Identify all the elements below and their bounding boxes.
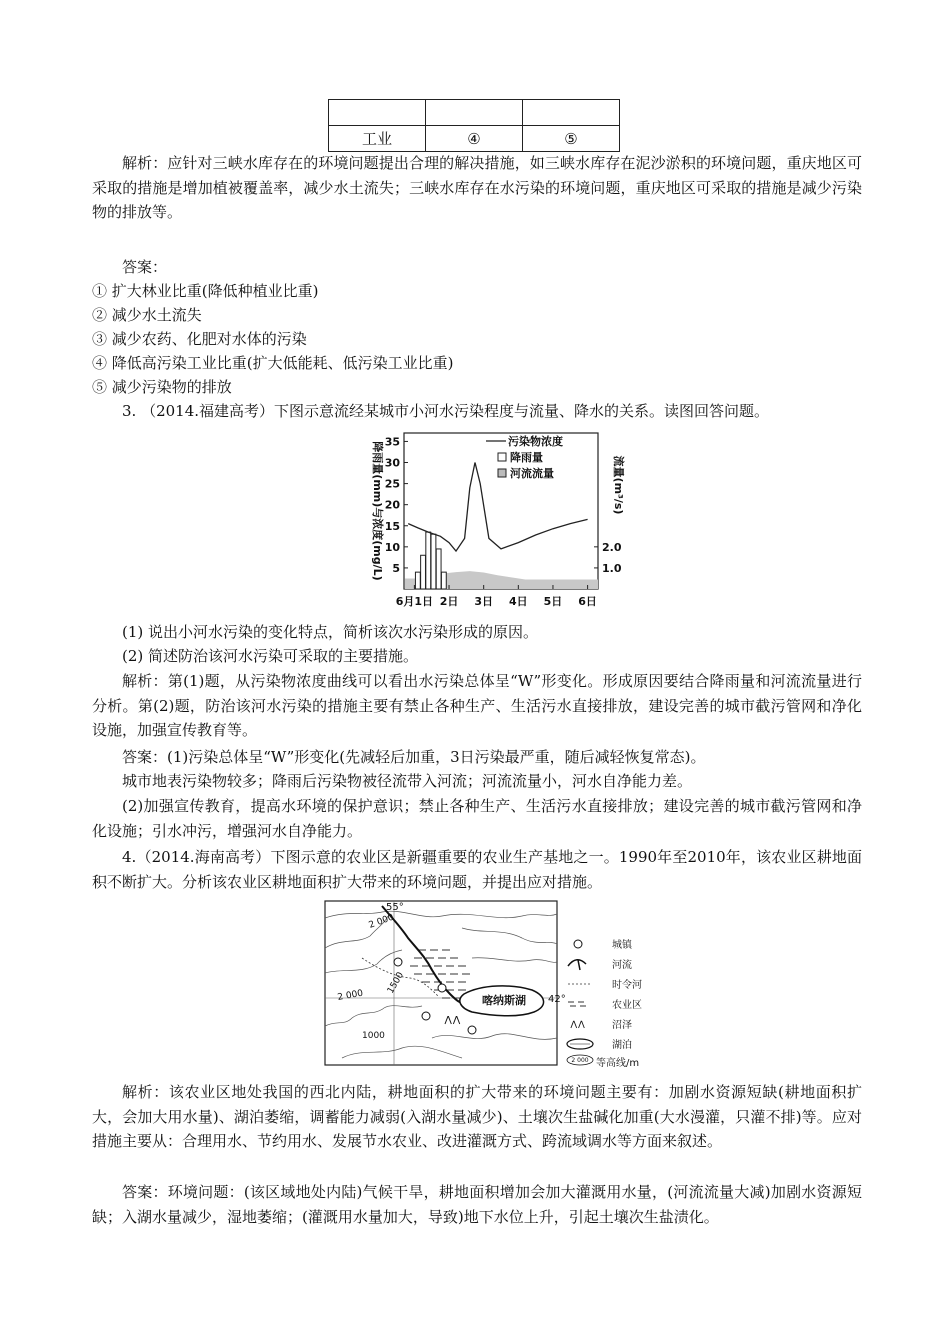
table-cell: ④ (426, 126, 523, 152)
table-cell: ⑤ (523, 126, 620, 152)
q4-stem: 4.（2014.海南高考）下图示意的农业区是新疆重要的农业生产基地之一。1990年至2010年，该农业区耕地面积不断扩大。分析该农业区耕地面积扩大带来的环境问题，并提出应对措施。 (92, 848, 862, 891)
pollution-chart (360, 425, 630, 620)
legend-swatch-flow (498, 469, 506, 477)
q3-answer2: (2)加强宣传教育，提高水环境的保护意识；禁止各种生产、生活污水直接排放；建设完善的城市截污管网和净化设施；引水冲污，增强河水自净能力。 (92, 797, 862, 840)
x-tick-label: 4日 (508, 595, 528, 608)
q2-answer-item: ① 扩大林业比重(降低种植业比重) (92, 282, 319, 300)
svg-text:𐌡𐌡: 𐌡𐌡 (570, 1020, 586, 1031)
x-tick-label: 2日 (439, 595, 459, 608)
x-tick-label: 6月1日 (395, 595, 434, 608)
legend-label: 降雨量 (510, 451, 543, 464)
lat-label: 55° (386, 902, 404, 913)
legend-contour-value: 2 000 (571, 1057, 589, 1064)
town-marker (394, 958, 402, 966)
y-axis-label-right: 流量(m³/s) (612, 455, 625, 515)
rain-bar (426, 532, 431, 589)
table-cell (426, 100, 523, 126)
measures-table (328, 99, 620, 152)
legend-label: 农业区 (612, 1000, 642, 1011)
y-tick-label-right: 2.0 (602, 540, 622, 554)
legend-label: 时令河 (612, 980, 642, 991)
legend-label: 城镇 (612, 940, 632, 951)
q3-answer1b: 城市地表污染物较多；降雨后污染物被径流带入河流；河流流量小，河水自净能力差。 (122, 772, 693, 790)
contour-label: 1000 (362, 1031, 385, 1041)
legend-label: 河流 (612, 960, 632, 971)
y-axis-label-left: 降雨量(mm)与浓度(mg/L) (371, 441, 384, 581)
q3-analysis: 解析：第(1)题，从污染物浓度曲线可以看出水污染总体呈“W”形变化。形成原因要结合降雨量和河流流量进行分析。第(2)题，防治该河水污染的措施主要有禁止各种生产、生活污水直接排放，建设完善的城市截污管网和净化设施，加强宣传教育等。 (92, 672, 862, 739)
rain-bar (415, 572, 420, 589)
q2-answer-item: ⑤ 减少污染物的排放 (92, 378, 232, 396)
lat-label: 42° (548, 994, 566, 1005)
rain-bar (431, 534, 436, 589)
legend-label: 湖泊 (612, 1040, 632, 1051)
town-marker (422, 1012, 430, 1020)
table-cell (523, 100, 620, 126)
q2-answer-item: ② 减少水土流失 (92, 306, 202, 324)
legend (486, 434, 563, 480)
legend-label: 河流流量 (510, 467, 554, 480)
q3-sub1: (1) 说出小河水污染的变化特点，简析该次水污染形成的原因。 (122, 623, 539, 641)
legend-label: 污染物浓度 (508, 435, 563, 448)
y-tick-label-left: 20 (384, 498, 400, 512)
town-marker (468, 1026, 476, 1034)
q3-sub2: (2) 简述防治该河水污染可采取的主要措施。 (122, 647, 419, 665)
contour-label: 2 000 (367, 912, 396, 931)
q3-stem: 3. （2014.福建高考）下图示意流经某城市小河水污染程度与流量、降水的关系。读图回答问题。 (122, 402, 770, 420)
rain-bar (441, 572, 446, 589)
town-marker (438, 984, 446, 992)
y-tick-label-left: 35 (384, 435, 400, 449)
y-tick-label-left: 30 (384, 456, 400, 470)
q4-answer: 答案：环境问题：(该区域地处内陆)气候干旱，耕地面积增加会加大灌溉用水量，(河流流量大减)加剧水资源短缺；入湖水量减少，湿地萎缩；(灌溉用水量加大，导致)地下水位上升，引起土壤次生盐渍化。 (92, 1183, 862, 1226)
x-tick-label: 6日 (578, 595, 597, 608)
rain-bar (436, 549, 441, 589)
table-row (329, 100, 620, 126)
table-cell: 工业 (329, 126, 426, 152)
swamp-marker: 𐌡𐌡 (444, 1014, 461, 1027)
legend-label: 沼泽 (612, 1020, 632, 1031)
y-tick-label-left: 5 (392, 561, 400, 575)
rain-bar (421, 555, 426, 589)
x-tick-label: 5日 (543, 595, 563, 608)
table-row (329, 126, 620, 152)
legend-label: 等高线/m (596, 1058, 640, 1069)
contour-label: 1500 (385, 970, 407, 996)
y-tick-label-left: 25 (384, 477, 400, 491)
q3-answer1: 答案：(1)污染总体呈“W”形变化(先减轻后加重，3日污染最严重，随后减轻恢复常态)。 (122, 748, 706, 766)
table-cell (329, 100, 426, 126)
y-tick-label-left: 15 (384, 519, 400, 533)
q4-analysis: 解析：该农业区地处我国的西北内陆，耕地面积的扩大带来的环境问题主要有：加剧水资源短缺(耕地面积扩大，会加大用水量)、湖泊萎缩，调蓄能力减弱(入湖水量减少)、土壤次生盐碱化加重(大水漫灌，只灌不排)等。应对措施主要从：合理用水、节约用水、发展节水农业、改进灌溉方式、跨流域调水等方面来叙述。 (92, 1083, 862, 1150)
kanas-map (322, 898, 672, 1070)
map-legend (567, 938, 642, 1069)
legend-swatch-rain (498, 453, 506, 461)
y-tick-label-right: 1.0 (602, 561, 622, 575)
q2-answer-label: 答案： (122, 258, 168, 276)
q2-answer-item: ④ 降低高污染工业比重(扩大低能耗、低污染工业比重) (92, 354, 454, 372)
y-tick-label-left: 10 (384, 540, 400, 554)
lake-name: 喀纳斯湖 (482, 994, 526, 1007)
q2-analysis: 解析：应针对三峡水库存在的环境问题提出合理的解决措施，如三峡水库存在泥沙淤积的环境问题，重庆地区可采取的措施是增加植被覆盖率，减少水土流失；三峡水库存在水污染的环境问题，重庆地区可采取的措施是减少污染物的排放等。 (92, 154, 862, 221)
q2-answer-item: ③ 减少农药、化肥对水体的污染 (92, 330, 307, 348)
contour-label: 2 000 (336, 988, 364, 1003)
x-tick-label: 3日 (474, 595, 494, 608)
